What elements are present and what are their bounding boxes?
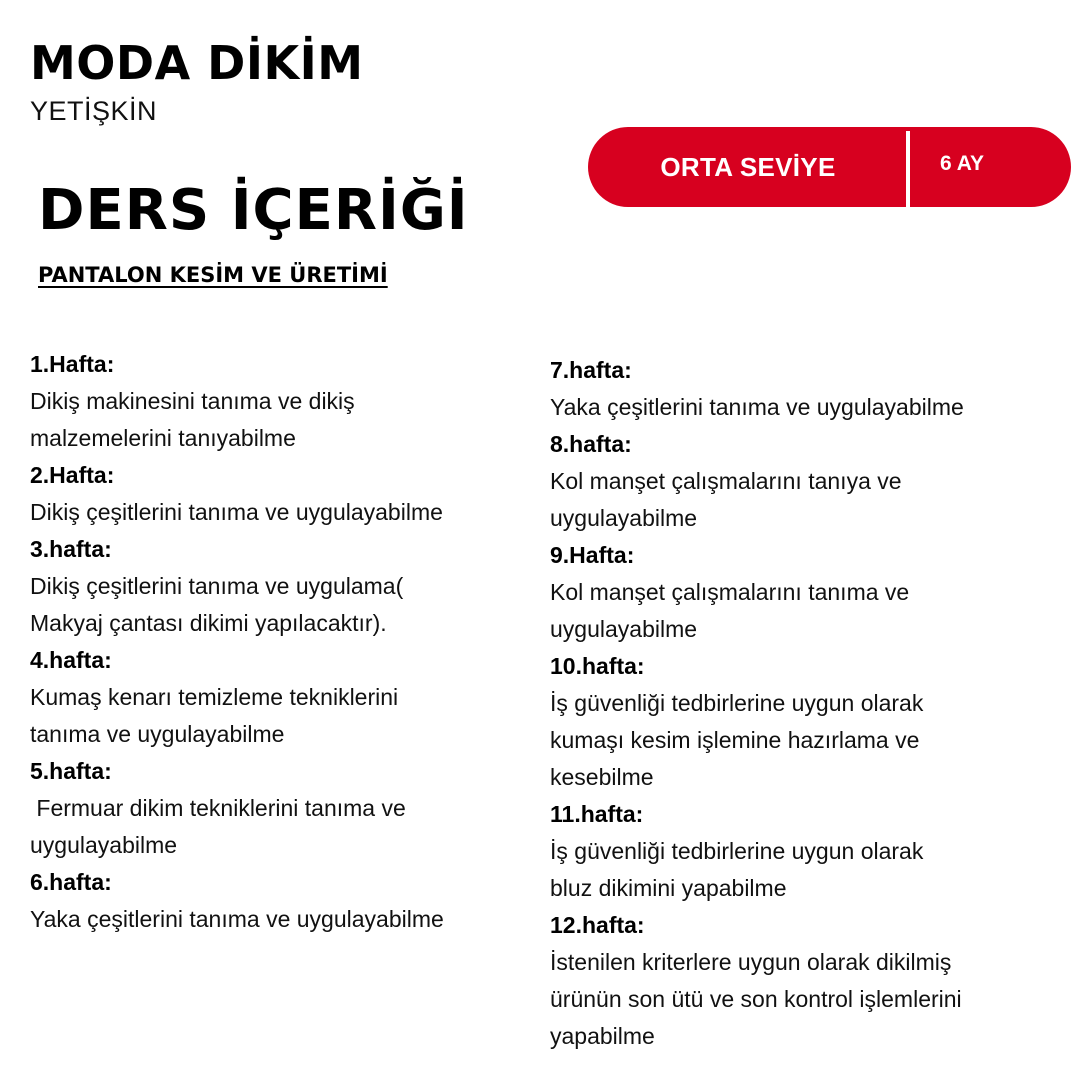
week-description-line: Dikiş makinesini tanıma ve dikiş — [30, 388, 355, 414]
week-item — [30, 864, 540, 938]
week-item — [550, 352, 1060, 426]
week-item — [550, 907, 1060, 1055]
week-label: 11.hafta: — [550, 801, 644, 827]
brand-subtitle: YETİŞKİN — [30, 96, 158, 126]
week-description-line: Kol manşet çalışmalarını tanıya ve — [550, 468, 902, 494]
week-description-line: İş güvenliği tedbirlerine uygun olarak — [550, 690, 924, 716]
week-description-line: uygulayabilme — [30, 832, 178, 858]
week-item — [30, 346, 540, 457]
week-label: 3.hafta: — [30, 536, 112, 562]
level-label: ORTA SEVİYE — [660, 151, 836, 182]
week-label: 1.Hafta: — [30, 351, 115, 377]
week-description-line: Dikiş çeşitlerini tanıma ve uygulama( — [30, 573, 404, 599]
week-label: 6.hafta: — [30, 869, 112, 895]
week-description-line: kumaşı kesim işlemine hazırlama ve — [550, 727, 920, 753]
section-subtitle: PANTALON KESİM VE ÜRETİMİ — [38, 263, 388, 287]
week-description-line: ürünün son ütü ve son kontrol işlemlerini — [550, 986, 962, 1012]
week-item — [550, 796, 1060, 907]
week-description-line: bluz dikimini yapabilme — [550, 875, 787, 901]
week-item — [550, 537, 1060, 648]
section-title: DERS İÇERİĞİ — [38, 178, 469, 243]
week-description-line: malzemelerini tanıyabilme — [30, 425, 296, 451]
week-description-line: uygulayabilme — [550, 616, 698, 642]
week-label: 10.hafta: — [550, 653, 645, 679]
course-info-badge — [588, 127, 1071, 207]
week-label: 5.hafta: — [30, 758, 112, 784]
week-item — [550, 426, 1060, 537]
week-description-line: yapabilme — [550, 1023, 655, 1049]
brand-title: MODA DİKİM — [30, 36, 364, 90]
week-description-line: Fermuar dikim tekniklerini tanıma ve — [30, 795, 406, 821]
week-description-line: Yaka çeşitlerini tanıma ve uygulayabilme — [30, 906, 444, 932]
week-description-line: kesebilme — [550, 764, 654, 790]
week-item — [30, 642, 540, 753]
week-label: 8.hafta: — [550, 431, 632, 457]
week-description-line: tanıma ve uygulayabilme — [30, 721, 285, 747]
week-item — [550, 648, 1060, 796]
week-description-line: Kol manşet çalışmalarını tanıma ve — [550, 579, 910, 605]
week-label: 9.Hafta: — [550, 542, 635, 568]
week-item — [30, 457, 540, 531]
weeks-column-right — [550, 352, 1060, 1055]
week-description-line: Kumaş kenarı temizleme tekniklerini — [30, 684, 399, 710]
week-label: 12.hafta: — [550, 912, 645, 938]
week-description-line: İş güvenliği tedbirlerine uygun olarak — [550, 838, 924, 864]
week-description-line: Makyaj çantası dikimi yapılacaktır). — [30, 610, 387, 636]
week-item — [30, 531, 540, 642]
week-label: 4.hafta: — [30, 647, 112, 673]
week-description-line: Dikiş çeşitlerini tanıma ve uygulayabilme — [30, 499, 443, 525]
week-label: 2.Hafta: — [30, 462, 115, 488]
duration-label: 6 AY — [940, 152, 984, 175]
week-label: 7.hafta: — [550, 357, 632, 383]
week-description-line: Yaka çeşitlerini tanıma ve uygulayabilme — [550, 394, 964, 420]
week-description-line: İstenilen kriterlere uygun olarak dikilmiş — [550, 949, 952, 975]
week-item — [30, 753, 540, 864]
week-description-line: uygulayabilme — [550, 505, 698, 531]
weeks-column-left — [30, 346, 540, 938]
